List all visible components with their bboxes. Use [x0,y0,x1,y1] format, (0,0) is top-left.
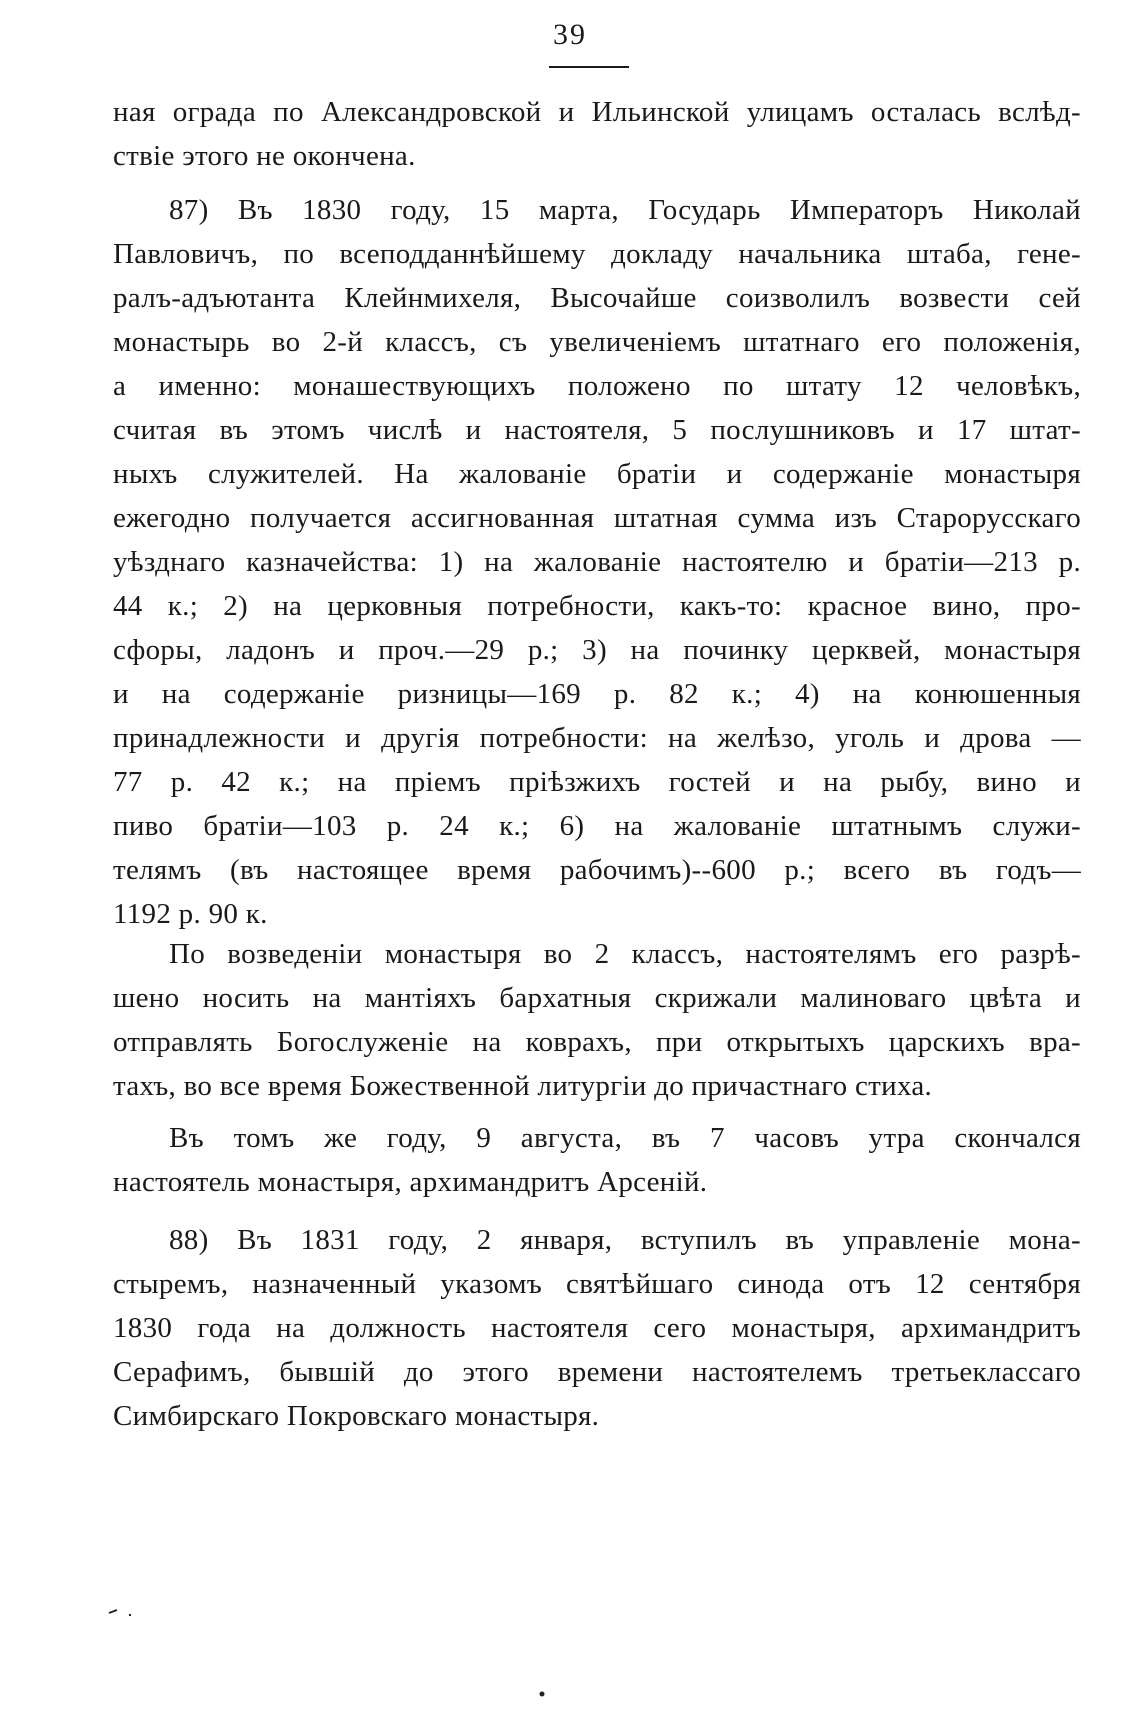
text-line: стыремъ, назначенный указомъ святѣйшаго синода отъ 12 сентября [113,1268,1081,1300]
text-line: тахъ, во все время Божественной литургіи до причастнаго стиха. [113,1070,933,1102]
text-line: 77 р. 42 к.; на пріемъ пріѣзжихъ гостей и на рыбу, вино и [113,766,1081,798]
text-line: ствіе этого не окончена. [113,140,416,172]
page-number: 39 [553,18,587,51]
text-line: монастырь во 2-й классъ, съ увеличеніемъ штатнаго его положенія, [113,326,1081,358]
text-line: Павловичъ, по всеподданнѣйшему докладу начальника штаба, гене- [113,238,1081,270]
text-line: шено носить на мантіяхъ бархатныя скрижали малиноваго цвѣта и [113,982,1081,1014]
text-line: уѣзднаго казначейства: 1) на жалованіе настоятелю и братіи—213 р. [113,546,1081,578]
ink-dot [538,1690,546,1698]
paragraph-87 [113,188,1081,936]
text-line: считая въ этомъ числѣ и настоятеля, 5 послушниковъ и 17 штат- [113,414,1081,446]
text-line: Серафимъ, бывшій до этого времени настоятелемъ третьеклассаго [113,1356,1081,1388]
text-line: ралъ-адъютанта Клейнмихеля, Высочайше соизволилъ возвести сей [113,282,1081,314]
paragraph-88 [113,1218,1081,1438]
text-line: пиво братіи—103 р. 24 к.; 6) на жалованіе штатнымъ служи- [113,810,1081,842]
text-line: ная ограда по Александровской и Ильинской улицамъ осталась вслѣд- [113,96,1081,128]
text-line: ежегодно получается ассигнованная штатная сумма изъ Старорусскаго [113,502,1081,534]
text-line: принадлежности и другія потребности: на желѣзо, уголь и дрова — [113,722,1081,754]
text-line: По возведеніи монастыря во 2 классъ, настоятелямъ его разрѣ- [169,938,1081,970]
text-line: Въ томъ же году, 9 августа, въ 7 часовъ утра скончался [169,1122,1081,1154]
text-line: 88) Въ 1831 году, 2 января, вступилъ въ управленіе мона- [169,1224,1081,1256]
text-line: 1830 года на должность настоятеля сего монастыря, архимандритъ [113,1312,1081,1344]
text-line: и на содержаніе ризницы—169 р. 82 к.; 4) на конюшенныя [113,678,1081,710]
text-line: а именно: монашествующихъ положено по штату 12 человѣкъ, [113,370,1081,402]
text-line: 1192 р. 90 к. [113,898,268,930]
text-line: 87) Въ 1830 году, 15 марта, Государь Императоръ Николай [169,194,1081,226]
page-number-rule [549,66,629,68]
text-line: Симбирскаго Покровскаго монастыря. [113,1400,600,1432]
paragraph-second-class [113,932,1081,1108]
text-line: сфоры, ладонъ и проч.—29 р.; 3) на починку церквей, монастыря [113,634,1081,666]
text-line: 44 к.; 2) на церковныя потребности, какъ-то: красное вино, про- [113,590,1081,622]
paragraph-continuation [113,90,1081,178]
text-line: телямъ (въ настоящее время рабочимъ)--600 р.; всего въ годъ— [113,854,1081,886]
text-line: отправлять Богослуженіе на коврахъ, при открытыхъ царскихъ вра- [113,1026,1081,1058]
text-line: ныхъ служителей. На жалованіе братіи и содержаніе монастыря [113,458,1081,490]
ink-speck [108,1604,138,1618]
text-line: настоятель монастыря, архимандритъ Арсеній. [113,1166,708,1198]
paragraph-arseny [113,1116,1081,1204]
